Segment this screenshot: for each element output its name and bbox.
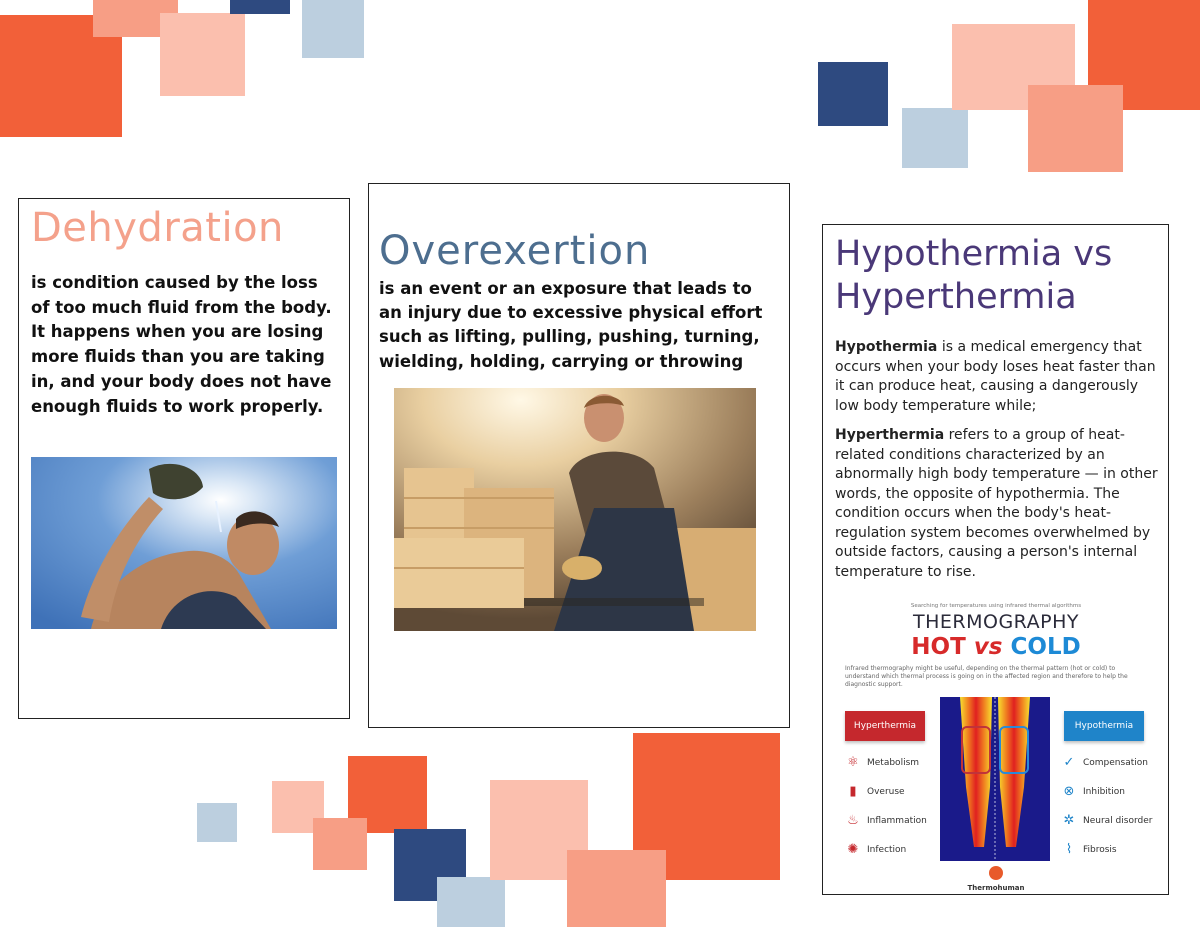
hypothermia-term: Hypothermia — [835, 339, 938, 355]
overexertion-card — [368, 183, 790, 728]
dehydration-card — [18, 198, 350, 719]
decor-square — [818, 62, 888, 126]
infographic-hot-vs-cold — [835, 633, 1157, 661]
thermohuman-logo — [835, 865, 1157, 891]
decor-square — [230, 0, 290, 14]
flame-icon: ♨ — [847, 813, 859, 828]
cause-inhibition: ⊗ Inhibition — [1061, 784, 1125, 800]
neuron-icon: ✲ — [1063, 813, 1075, 828]
hyperthermia-badge: Hyperthermia — [845, 711, 925, 741]
cause-compensation: ✓ Compensation — [1061, 755, 1148, 771]
decor-square — [313, 818, 367, 870]
thermography-infographic — [835, 599, 1157, 891]
cause-neural-disorder: ✲ Neural disorder — [1061, 813, 1152, 829]
hypothermia-badge: Hypothermia — [1064, 711, 1144, 741]
man-drinking-photo — [31, 457, 337, 629]
hypothermia-paragraph — [835, 338, 1160, 416]
decor-square — [197, 803, 237, 842]
logo-icon — [989, 866, 1003, 880]
infographic-title: THERMOGRAPHY — [913, 611, 1079, 633]
infographic-kicker: Searching for temperatures using infrared thermal algorithms — [910, 603, 1082, 609]
hyperthermia-term: Hyperthermia — [835, 427, 945, 443]
hypothermia-body — [835, 338, 1160, 592]
hypothermia-definition: is a medical emergency that occurs when your body loses heat faster than it can produce heat, causing a dangerously low body temperature while; — [835, 339, 1156, 414]
hypothermia-title — [835, 233, 1112, 319]
hyperthermia-causes — [845, 755, 945, 865]
decor-square — [302, 0, 364, 58]
dehydration-title: Dehydration — [31, 205, 284, 251]
hypothermia-title-line1: Hypothermia vs — [835, 234, 1113, 274]
dehydration-description: is condition caused by the loss of too much fluid from the body. It happens when you are losing more fluids than you are taking in, and your body does not have enough fluids to work properly. — [31, 273, 332, 416]
compensation-icon: ✓ — [1063, 755, 1075, 770]
decor-square — [1028, 85, 1123, 172]
virus-icon: ✺ — [847, 842, 859, 857]
overexertion-title: Overexertion — [379, 228, 651, 274]
overexertion-description: is an event or an exposure that leads to an injury due to excessive physical effort such as lifting, pulling, pushing, turning, wielding, holding, carrying or throwing — [379, 279, 763, 371]
thermal-legs-image — [940, 697, 1050, 861]
cause-fibrosis: ⌇ Fibrosis — [1061, 842, 1117, 858]
infographic-intro: Infrared thermography might be useful, depending on the thermal pattern (hot or cold) to understand which thermal process is going on in the affected region and therefore to help the diagnostic support. — [845, 665, 1128, 688]
decor-square — [567, 850, 666, 927]
cause-inflammation: ♨ Inflammation — [845, 813, 927, 829]
logo-text: Thermohuman — [967, 884, 1025, 891]
hyperthermia-definition: refers to a group of heat-related conditions characterized by an abnormally high body temperature — in other words, the opposite of hypothermia. The condition occurs when the body's heat-regulation system becomes overwhelmed by outside factors, causing a person's internal temperature to rise. — [835, 427, 1158, 580]
fibrosis-icon: ⌇ — [1065, 842, 1073, 857]
decor-square — [160, 13, 245, 96]
cold-label: COLD — [1010, 634, 1081, 660]
bar-chart-icon: ▮ — [849, 784, 857, 799]
cause-overuse: ▮ Overuse — [845, 784, 905, 800]
decor-square — [437, 877, 505, 927]
cause-infection: ✺ Infection — [845, 842, 906, 858]
decor-square — [902, 108, 968, 168]
hot-label: HOT — [911, 634, 966, 660]
hypothermia-title-line2: Hyperthermia — [835, 277, 1077, 317]
hypothermia-card — [822, 224, 1169, 895]
hyperthermia-paragraph — [835, 426, 1160, 582]
worker-back-pain-photo — [394, 388, 756, 631]
metabolism-icon: ⚛ — [847, 755, 859, 770]
cause-metabolism: ⚛ Metabolism — [845, 755, 919, 771]
hypothermia-causes — [1061, 755, 1157, 865]
inhibition-icon: ⊗ — [1063, 784, 1075, 799]
vs-label: vs — [973, 634, 1003, 660]
